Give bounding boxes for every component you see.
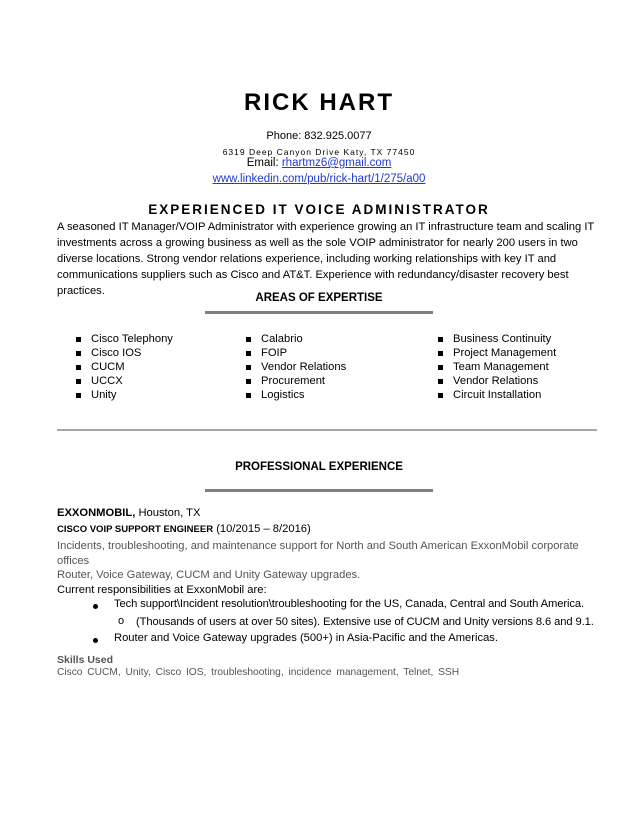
expertise-column-3 xyxy=(436,332,556,402)
summary-paragraph: A seasoned IT Manager/VOIP Administrator with experience growing an IT infrastructure team and scaling IT investments across a growing business as well as the sole VOIP administrator for nearly 200 users in two diverse locations. Strong vendor relations experience, including working relationships with key IT and communications suppliers such as Cisco and AT&T. Experience with redundancy/disaster recovery best practices. xyxy=(57,221,595,297)
sub-bullet-marker: o xyxy=(118,615,125,627)
expertise-item: Vendor Relations xyxy=(244,360,346,374)
expertise-underbar xyxy=(205,311,433,314)
responsibility-item: Router and Voice Gateway upgrades (500+) in Asia-Pacific and the Americas. xyxy=(114,632,499,644)
email-line xyxy=(0,157,638,169)
responsibility-subitem: (Thousands of users at over 50 sites). Extensive use of CUCM and Unity versions 8.6 and 9.1. xyxy=(136,616,594,628)
bullet-dot xyxy=(93,604,98,609)
section-divider xyxy=(57,429,597,431)
website-link[interactable]: www.linkedin.com/pub/rick-hart/1/275/a00 xyxy=(212,173,426,185)
expertise-item: Business Continuity xyxy=(436,332,556,346)
expertise-item: UCCX xyxy=(74,374,173,388)
role-description-2: Router, Voice Gateway, CUCM and Unity Gateway upgrades. xyxy=(57,569,361,581)
website-line xyxy=(0,173,638,185)
expertise-item: Cisco Telephony xyxy=(74,332,173,346)
role-dates: (10/2015 – 8/2016) xyxy=(216,523,311,535)
expertise-item: Cisco IOS xyxy=(74,346,173,360)
email-link[interactable]: rhartmz6@gmail.com xyxy=(281,157,392,169)
company-name: EXXONMOBIL, xyxy=(57,507,136,519)
bullet-dot xyxy=(93,638,98,643)
expertise-item: Procurement xyxy=(244,374,346,388)
expertise-item: Calabrio xyxy=(244,332,346,346)
address-line: 6319 Deep Canyon Drive Katy, TX 77450 xyxy=(222,147,416,157)
experience-heading: PROFESSIONAL EXPERIENCE xyxy=(235,461,403,473)
responsibility-item: Tech support\Incident resolution\troubleshooting for the US, Canada, Central and South America. xyxy=(114,598,584,610)
expertise-item: Logistics xyxy=(244,388,346,402)
expertise-item: Circuit Installation xyxy=(436,388,556,402)
experience-underbar xyxy=(205,489,433,492)
email-label: Email: xyxy=(246,157,282,169)
expertise-item: Team Management xyxy=(436,360,556,374)
expertise-item: Vendor Relations xyxy=(436,374,556,388)
expertise-column-2 xyxy=(244,332,346,402)
resume-name: RICK HART xyxy=(244,89,394,116)
headline: EXPERIENCED IT VOICE ADMINISTRATOR xyxy=(148,202,490,217)
role-title: CISCO VOIP SUPPORT ENGINEER xyxy=(57,524,214,535)
expertise-item: FOIP xyxy=(244,346,346,360)
responsibilities-label: Current responsibilities at ExxonMobil are: xyxy=(57,584,267,596)
company-line xyxy=(57,507,597,519)
expertise-item: Project Management xyxy=(436,346,556,360)
expertise-item: CUCM xyxy=(74,360,173,374)
expertise-heading: AREAS OF EXPERTISE xyxy=(255,292,383,304)
phone-line: Phone: 832.925.0077 xyxy=(266,130,372,142)
expertise-column-1 xyxy=(74,332,173,402)
skills-list: Cisco CUCM, Unity, Cisco IOS, troubleshooting, incidence management, Telnet, SSH xyxy=(57,667,460,678)
role-description: Incidents, troubleshooting, and maintenance support for North and South American ExxonMobil corporate offices xyxy=(57,540,579,567)
expertise-item: Unity xyxy=(74,388,173,402)
role-line xyxy=(57,523,597,535)
company-location: Houston, TX xyxy=(138,507,201,519)
skills-heading: Skills Used xyxy=(57,654,114,666)
